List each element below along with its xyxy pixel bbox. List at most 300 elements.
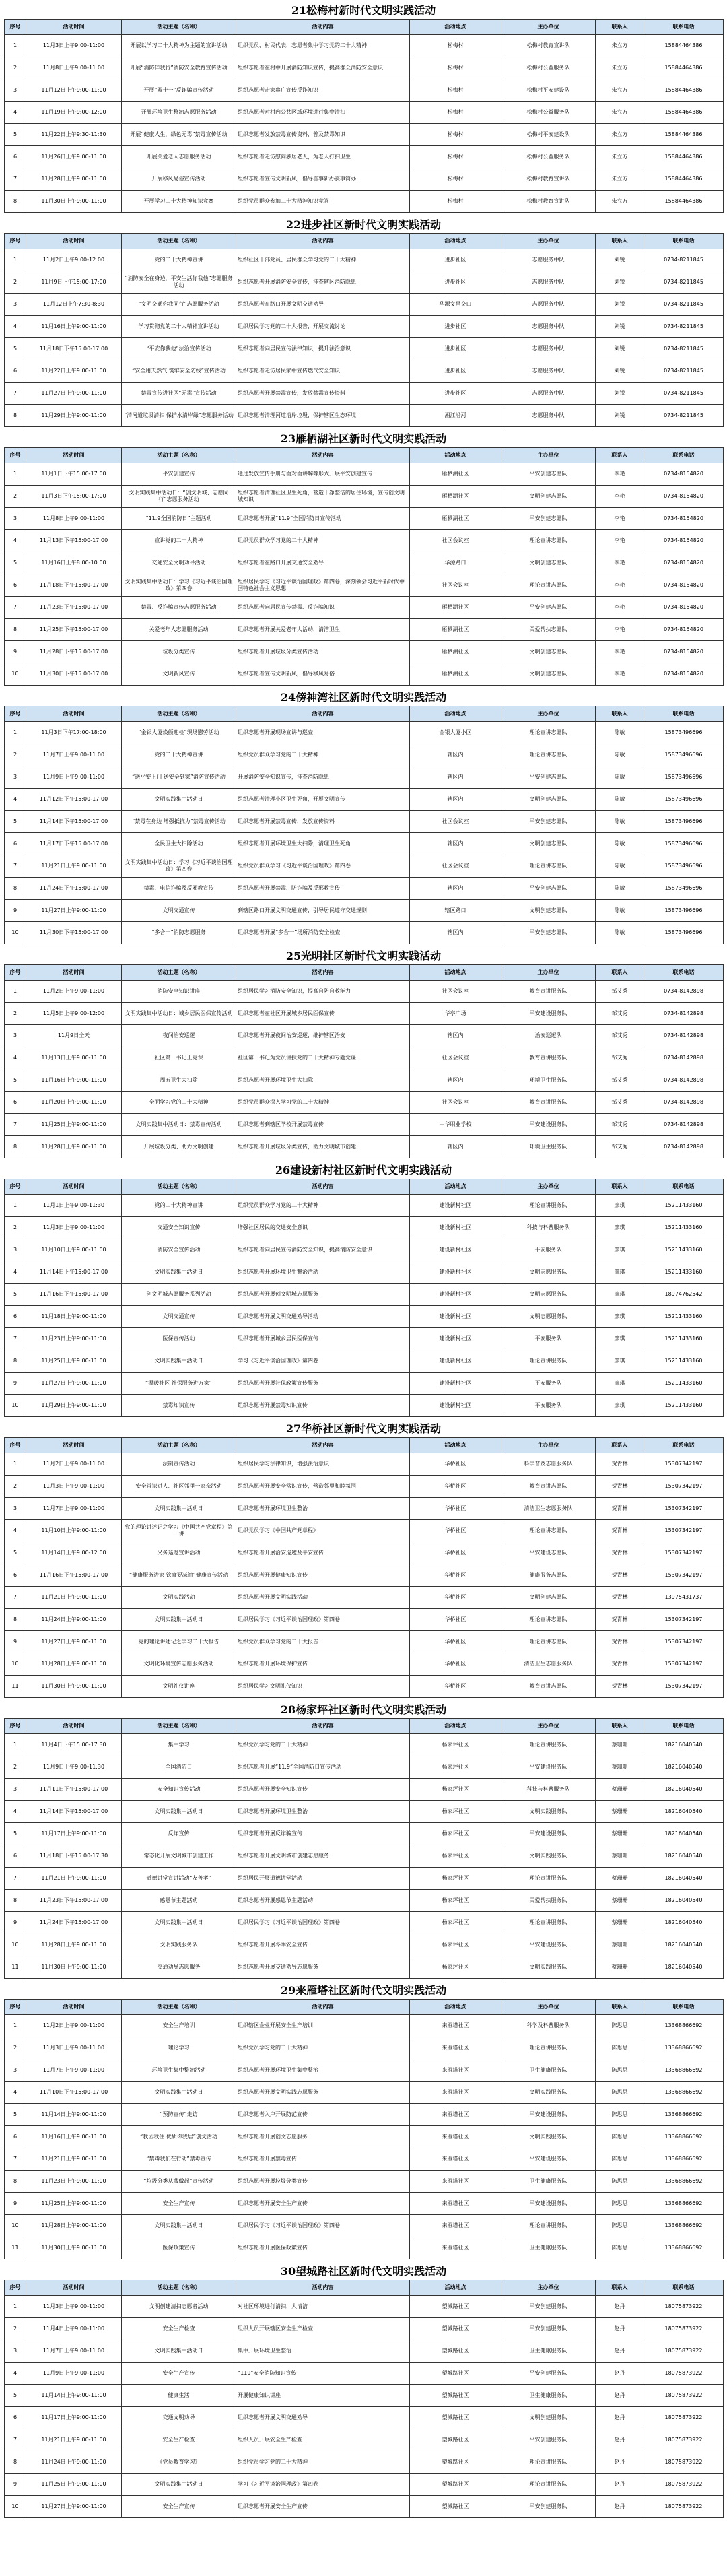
section-title: 22进步社区新时代文明实践活动	[285, 218, 442, 231]
cell-activity-location: 金银大厦小区	[410, 722, 501, 744]
table-header-row	[5, 2280, 724, 2296]
cell-contact-person: 贺青林	[596, 1587, 644, 1609]
cell-organizer: 平安建设志愿队	[501, 1542, 596, 1564]
cell-activity-time: 11月14日上午9:00-11:00	[26, 2385, 122, 2407]
table-row	[5, 1328, 724, 1350]
cell-activity-location: 辖区内	[410, 1025, 501, 1047]
cell-activity-time: 11月30日上午9:00-11:00	[26, 1676, 122, 1698]
table-row	[5, 574, 724, 597]
cell-contact-person: 陈思思	[596, 2015, 644, 2037]
cell-contact-phone: 15307342197	[644, 1609, 724, 1631]
cell-activity-time: 11月23日上午9:00-11:00	[26, 2171, 122, 2193]
cell-activity-time: 11月24日上午9:00-11:00	[26, 1609, 122, 1631]
cell-row-index: 7	[5, 1114, 26, 1136]
cell-row-index: 8	[5, 1350, 26, 1373]
cell-activity-time: 11月2日上午9:00-11:00	[26, 981, 122, 1003]
cell-activity-content: 组织志愿者开展交通劝导志愿服务	[236, 1956, 410, 1979]
cell-activity-content: 组织志愿者开展禁毒、防诈骗及反邪教宣传	[236, 878, 410, 900]
table-row	[5, 316, 724, 338]
cell-activity-theme: “安全用天然气 筑牢安全防线”宣传活动	[122, 360, 236, 383]
column-header-organizer: 主办单位	[501, 706, 596, 722]
column-header-contact-person: 联系人	[596, 2280, 644, 2296]
cell-contact-person: 赵丹	[596, 2429, 644, 2451]
cell-activity-location: 松梅村	[410, 146, 501, 168]
cell-organizer: 卫生健康服务队	[501, 2171, 596, 2193]
cell-activity-location: 建设新村社区	[410, 1373, 501, 1395]
cell-activity-time: 11月24日下午15:00-17:00	[26, 878, 122, 900]
cell-contact-person: 贺青林	[596, 1476, 644, 1498]
cell-activity-time: 11月21日上午9:00-11:00	[26, 1868, 122, 1890]
table-row	[5, 338, 724, 360]
table-row	[5, 168, 724, 191]
activity-table	[4, 1718, 724, 1979]
cell-activity-content: 组织志愿者在村中开展消防知识宣传，提高群众消防安全意识	[236, 57, 410, 79]
cell-contact-person: 邹艾秀	[596, 1092, 644, 1114]
cell-row-index: 4	[5, 1047, 26, 1069]
cell-contact-phone: 15307342197	[644, 1520, 724, 1542]
table-row	[5, 811, 724, 833]
cell-contact-phone: 18216040540	[644, 1934, 724, 1956]
table-row	[5, 405, 724, 427]
column-header-activity-time: 活动时间	[26, 1719, 122, 1734]
cell-row-index: 5	[5, 338, 26, 360]
column-header-activity-content: 活动内容	[236, 965, 410, 981]
cell-activity-theme: 交通安全文明劝导活动	[122, 552, 236, 574]
cell-activity-theme: 开展以学习二十大精神为主题的宣讲活动	[122, 35, 236, 57]
section-title: 28杨家坪社区新时代文明实践活动	[280, 1703, 447, 1716]
cell-contact-person: 廖琪	[596, 1195, 644, 1217]
column-header-organizer: 主办单位	[501, 2000, 596, 2015]
cell-organizer: 文明实践服务队	[501, 2082, 596, 2104]
cell-activity-time: 11月13日下午15:00-17:00	[26, 530, 122, 552]
cell-row-index: 7	[5, 383, 26, 405]
cell-contact-person: 贺青林	[596, 1631, 644, 1653]
cell-row-index: 2	[5, 1217, 26, 1239]
cell-activity-time: 11月25日下午15:00-17:00	[26, 619, 122, 641]
cell-organizer: 卫生健康服务队	[501, 2237, 596, 2259]
cell-row-index: 1	[5, 2015, 26, 2037]
cell-organizer: 文明实践服务队	[501, 1845, 596, 1868]
column-header-organizer: 主办单位	[501, 448, 596, 463]
cell-organizer: 文明志愿服务队	[501, 1306, 596, 1328]
cell-activity-theme: 医保宣传活动	[122, 1328, 236, 1350]
cell-activity-location: 望城路社区	[410, 2407, 501, 2429]
cell-row-index: 3	[5, 1498, 26, 1520]
cell-activity-time: 11月28日上午9:00-11:00	[26, 2215, 122, 2237]
cell-organizer: 平安建设服务队	[501, 2193, 596, 2215]
column-header-activity-location: 活动地点	[410, 706, 501, 722]
cell-contact-phone: 15211433160	[644, 1217, 724, 1239]
activity-table	[4, 1437, 724, 1698]
cell-contact-phone: 18216040540	[644, 1823, 724, 1845]
cell-contact-person: 朱立方	[596, 168, 644, 191]
cell-activity-location: 雁栖湖社区	[410, 619, 501, 641]
table-row	[5, 1631, 724, 1653]
cell-contact-person: 陈思思	[596, 2237, 644, 2259]
column-header-contact-phone: 联系电话	[644, 706, 724, 722]
cell-contact-phone: 15307342197	[644, 1453, 724, 1476]
table-row	[5, 1609, 724, 1631]
cell-activity-time: 11月5日上午9:00-12:00	[26, 1003, 122, 1025]
cell-activity-content: 组织志愿者清理河道沿岸垃圾，保护辖区生态环境	[236, 405, 410, 427]
cell-contact-phone: 0734-8211845	[644, 383, 724, 405]
cell-contact-phone: 0734-8154820	[644, 597, 724, 619]
cell-contact-person: 陈思思	[596, 2215, 644, 2237]
cell-row-index: 3	[5, 1025, 26, 1047]
cell-organizer: 松梅村平安建设队	[501, 124, 596, 146]
table-row	[5, 1195, 724, 1217]
cell-activity-time: 11月3日下午17:00-18:00	[26, 722, 122, 744]
column-header-organizer: 主办单位	[501, 234, 596, 249]
cell-row-index: 6	[5, 2126, 26, 2148]
cell-activity-time: 11月23日上午9:00-11:00	[26, 1328, 122, 1350]
table-row	[5, 2171, 724, 2193]
cell-activity-theme: 全民卫生大扫除活动	[122, 833, 236, 855]
cell-activity-theme: 文明交通宣传	[122, 1306, 236, 1328]
table-row	[5, 1395, 724, 1417]
cell-activity-content: 组织志愿者开展创文志愿服务	[236, 2126, 410, 2148]
cell-activity-time: 11月10日上午9:00-11:00	[26, 1520, 122, 1542]
cell-activity-time: 11月14日下午15:00-17:00	[26, 1801, 122, 1823]
cell-activity-theme: 文明实践集中活动日	[122, 1350, 236, 1373]
cell-row-index: 3	[5, 79, 26, 102]
cell-activity-time: 11月7日上午9:00-11:00	[26, 2059, 122, 2082]
cell-contact-person: 刘锐	[596, 338, 644, 360]
section-title: 21松梅村新时代文明实践活动	[291, 4, 436, 17]
cell-activity-content: 组织党员、村民代表，志愿者集中学习党的二十大精神	[236, 35, 410, 57]
cell-activity-theme: 夜间治安巡逻	[122, 1025, 236, 1047]
cell-contact-person: 蔡珊珊	[596, 1956, 644, 1979]
cell-activity-location: 辖区路口	[410, 900, 501, 922]
cell-organizer: 平安创建服务队	[501, 2296, 596, 2318]
table-row	[5, 2104, 724, 2126]
cell-activity-time: 11月12日下午15:00-17:00	[26, 789, 122, 811]
cell-row-index: 5	[5, 2385, 26, 2407]
cell-organizer: 平安建设服务队	[501, 1823, 596, 1845]
community-section	[4, 1162, 723, 1417]
cell-activity-theme: 党的二十大精神宣讲	[122, 744, 236, 766]
table-row	[5, 1676, 724, 1698]
cell-activity-time: 11月22日上午9:00-11:00	[26, 360, 122, 383]
table-row	[5, 124, 724, 146]
cell-organizer: 文明创建志愿队	[501, 486, 596, 508]
cell-activity-theme: “我园我住 优质你我居”创文活动	[122, 2126, 236, 2148]
activity-schedule-page	[4, 3, 723, 2518]
cell-activity-content: 到辖区路口开展文明交通宣传，引导居民遵守交通规则	[236, 900, 410, 922]
table-row	[5, 1453, 724, 1476]
cell-activity-content: 组织居民学习党的二十大报告，开展交流讨论	[236, 316, 410, 338]
cell-activity-time: 11月9日下午15:00-17:00	[26, 271, 122, 294]
section-title: 23雁栖湖社区新时代文明实践活动	[280, 432, 447, 445]
cell-activity-location: 杨家坪社区	[410, 1756, 501, 1779]
cell-contact-person: 赵丹	[596, 2496, 644, 2518]
cell-activity-content: 组织志愿者开展治安巡逻及平安宣传	[236, 1542, 410, 1564]
cell-row-index: 3	[5, 508, 26, 530]
community-section	[4, 1983, 723, 2259]
column-header-contact-phone: 联系电话	[644, 2280, 724, 2296]
cell-activity-content: 组织党员学习党的二十大精神	[236, 1734, 410, 1756]
cell-organizer: 理论宣讲服务队	[501, 2451, 596, 2474]
cell-contact-phone: 13368866692	[644, 2193, 724, 2215]
cell-contact-phone: 18216040540	[644, 1779, 724, 1801]
column-header-activity-time: 活动时间	[26, 448, 122, 463]
cell-activity-time: 11月16日上午8:00-10:00	[26, 552, 122, 574]
cell-contact-phone: 0734-8211845	[644, 338, 724, 360]
cell-row-index: 9	[5, 1373, 26, 1395]
cell-activity-theme: 创文明城志愿服务系列活动	[122, 1284, 236, 1306]
cell-activity-location: 杨家坪社区	[410, 1890, 501, 1912]
cell-contact-person: 廖琪	[596, 1328, 644, 1350]
cell-row-index: 1	[5, 722, 26, 744]
table-row	[5, 1912, 724, 1934]
cell-activity-time: 11月7日上午9:00-11:00	[26, 744, 122, 766]
cell-contact-person: 朱立方	[596, 124, 644, 146]
column-header-activity-time: 活动时间	[26, 2280, 122, 2296]
cell-activity-location: 雁栖湖社区	[410, 486, 501, 508]
cell-activity-theme: 《党员教育学习》	[122, 2451, 236, 2474]
cell-activity-theme: “禁毒在身边 增强抵抗力”禁毒宣传活动	[122, 811, 236, 833]
cell-contact-phone: 18216040540	[644, 1734, 724, 1756]
cell-row-index: 4	[5, 789, 26, 811]
cell-row-index: 3	[5, 2059, 26, 2082]
cell-activity-location: 来雁塔社区	[410, 2237, 501, 2259]
cell-row-index: 2	[5, 744, 26, 766]
cell-activity-location: 望城路社区	[410, 2296, 501, 2318]
cell-activity-time: 11月12日上午9:00-11:00	[26, 79, 122, 102]
cell-organizer: 志愿服务中队	[501, 405, 596, 427]
cell-organizer: 松梅村公益服务队	[501, 57, 596, 79]
cell-activity-content: 组织志愿者向居民宣传禁毒、反诈骗知识	[236, 597, 410, 619]
cell-contact-phone: 13368866692	[644, 2126, 724, 2148]
cell-activity-content: 组织志愿者开展安全生产宣传	[236, 2193, 410, 2215]
cell-contact-phone: 0734-8211845	[644, 316, 724, 338]
cell-activity-time: 11月27日上午9:00-11:00	[26, 900, 122, 922]
activity-table	[4, 2280, 724, 2518]
cell-contact-phone: 0734-8154820	[644, 552, 724, 574]
table-row	[5, 1092, 724, 1114]
cell-row-index: 5	[5, 811, 26, 833]
cell-activity-time: 11月18日下午15:00-17:00	[26, 574, 122, 597]
table-row	[5, 2296, 724, 2318]
cell-contact-person: 陈敏	[596, 855, 644, 878]
cell-contact-phone: 0734-8142898	[644, 1003, 724, 1025]
cell-activity-location: 来雁塔社区	[410, 2171, 501, 2193]
cell-contact-phone: 15873496696	[644, 766, 724, 789]
column-header-contact-phone: 联系电话	[644, 2000, 724, 2015]
cell-contact-person: 刘锐	[596, 383, 644, 405]
cell-activity-content: 组织志愿者入户开展防范宣传	[236, 2104, 410, 2126]
cell-row-index: 7	[5, 1587, 26, 1609]
cell-organizer: 平安创建志愿队	[501, 922, 596, 944]
cell-activity-time: 11月28日上午9:00-11:00	[26, 168, 122, 191]
cell-contact-person: 廖琪	[596, 1373, 644, 1395]
cell-contact-phone: 13368866692	[644, 2082, 724, 2104]
cell-row-index: 1	[5, 463, 26, 486]
cell-activity-location: 雁栖湖社区	[410, 508, 501, 530]
cell-organizer: 松梅村公益服务队	[501, 102, 596, 124]
cell-activity-content: 组织志愿者开展文明交通劝导活动	[236, 1306, 410, 1328]
cell-activity-theme: 全面学习党的二十大精神	[122, 1092, 236, 1114]
cell-activity-location: 杨家坪社区	[410, 1868, 501, 1890]
cell-organizer: 健康服务志愿队	[501, 1564, 596, 1587]
cell-activity-location: 杨家坪社区	[410, 1845, 501, 1868]
table-row	[5, 1350, 724, 1373]
column-header-contact-person: 联系人	[596, 965, 644, 981]
cell-activity-time: 11月3日上午9:00-11:00	[26, 35, 122, 57]
cell-activity-location: 来雁塔社区	[410, 2148, 501, 2171]
table-row	[5, 35, 724, 57]
community-section	[4, 1702, 723, 1979]
cell-organizer: 理论宣讲服务队	[501, 2215, 596, 2237]
cell-contact-phone: 18075873922	[644, 2407, 724, 2429]
cell-organizer: 志愿服务中队	[501, 338, 596, 360]
column-header-activity-content: 活动内容	[236, 234, 410, 249]
cell-organizer: 平安创建志愿队	[501, 766, 596, 789]
cell-contact-person: 贺青林	[596, 1542, 644, 1564]
cell-activity-location: 松梅村	[410, 102, 501, 124]
table-row	[5, 744, 724, 766]
cell-contact-phone: 0734-8154820	[644, 486, 724, 508]
cell-organizer: 平安服务队	[501, 1239, 596, 1261]
cell-contact-phone: 13368866692	[644, 2059, 724, 2082]
cell-activity-content: 组织志愿者开展创文明城志愿服务	[236, 1284, 410, 1306]
cell-organizer: 卫生健康服务队	[501, 2059, 596, 2082]
cell-row-index: 5	[5, 1069, 26, 1092]
column-header-activity-time: 活动时间	[26, 2000, 122, 2015]
cell-activity-theme: “禁毒我们在行动”禁毒宣传	[122, 2148, 236, 2171]
cell-contact-phone: 0734-8211845	[644, 405, 724, 427]
cell-contact-person: 邹艾秀	[596, 981, 644, 1003]
cell-row-index: 6	[5, 1564, 26, 1587]
cell-activity-theme: 交通文明劝导	[122, 2407, 236, 2429]
cell-activity-content: 组织志愿者开展垃圾分类宣传活动	[236, 641, 410, 663]
cell-activity-theme: 文明实践集中活动日：学习《习近平谈治国理政》第四卷	[122, 855, 236, 878]
cell-organizer: 志愿服务中队	[501, 383, 596, 405]
cell-contact-phone: 15211433160	[644, 1328, 724, 1350]
cell-contact-person: 蔡珊珊	[596, 1912, 644, 1934]
cell-contact-phone: 0734-8142898	[644, 1092, 724, 1114]
cell-contact-phone: 15873496696	[644, 789, 724, 811]
cell-contact-phone: 13368866692	[644, 2015, 724, 2037]
cell-activity-theme: 宣讲党的二十大精神	[122, 530, 236, 552]
cell-contact-person: 廖琪	[596, 1261, 644, 1284]
cell-contact-phone: 15307342197	[644, 1564, 724, 1587]
cell-activity-content: 组织志愿者向居民宣传消防安全知识，提高消防安全意识	[236, 1239, 410, 1261]
cell-activity-content: 组织居民学习法律知识，增强法治意识	[236, 1453, 410, 1476]
cell-activity-content: 组织志愿者在社区开展城乡居民医保宣传	[236, 1003, 410, 1025]
cell-activity-location: 雁栖湖社区	[410, 597, 501, 619]
cell-activity-location: 来雁塔社区	[410, 2015, 501, 2037]
column-header-activity-theme: 活动主题（名称）	[122, 234, 236, 249]
table-header-row	[5, 1719, 724, 1734]
table-row	[5, 1934, 724, 1956]
cell-row-index: 7	[5, 1328, 26, 1350]
cell-contact-person: 贺青林	[596, 1676, 644, 1698]
cell-contact-phone: 0734-8142898	[644, 1114, 724, 1136]
cell-activity-theme: 安全生产宣传	[122, 2363, 236, 2385]
cell-activity-theme: 文明实践集中活动日：禁毒宣传活动	[122, 1114, 236, 1136]
community-section	[4, 1421, 723, 1698]
cell-contact-phone: 0734-8142898	[644, 981, 724, 1003]
cell-activity-time: 11月21日上午9:00-11:00	[26, 2429, 122, 2451]
cell-activity-content: 组织党员学习党的二十大精神	[236, 2037, 410, 2059]
cell-contact-person: 赵丹	[596, 2407, 644, 2429]
cell-activity-time: 11月30日上午9:00-11:00	[26, 1956, 122, 1979]
cell-organizer: 志愿服务中队	[501, 316, 596, 338]
cell-activity-content: 组织志愿者宣传文明新风，倡导喜事新办丧事简办	[236, 168, 410, 191]
cell-row-index: 9	[5, 2474, 26, 2496]
table-row	[5, 1069, 724, 1092]
cell-activity-content: 组织志愿者开展环境保护宣传	[236, 1653, 410, 1676]
cell-organizer: 文明志愿服务队	[501, 1284, 596, 1306]
cell-activity-time: 11月19日上午9:00-12:00	[26, 102, 122, 124]
cell-contact-person: 陈思思	[596, 2037, 644, 2059]
table-row	[5, 2082, 724, 2104]
column-header-activity-location: 活动地点	[410, 1179, 501, 1195]
column-header-activity-theme: 活动主题（名称）	[122, 448, 236, 463]
table-row	[5, 833, 724, 855]
cell-activity-theme: 交通安全知识宣传	[122, 1217, 236, 1239]
column-header-activity-location: 活动地点	[410, 965, 501, 981]
cell-contact-phone: 15884464386	[644, 102, 724, 124]
cell-activity-theme: 文明实践集中活动日：城乡居民医保宣传活动	[122, 1003, 236, 1025]
cell-contact-phone: 15211433160	[644, 1306, 724, 1328]
cell-contact-person: 廖琪	[596, 1239, 644, 1261]
cell-activity-content: 组织志愿者开展环境卫生整治	[236, 1801, 410, 1823]
cell-row-index: 6	[5, 1845, 26, 1868]
cell-row-index: 3	[5, 2340, 26, 2363]
cell-activity-location: 华亭广场	[410, 1003, 501, 1025]
cell-contact-person: 陈敏	[596, 722, 644, 744]
cell-contact-person: 陈敏	[596, 789, 644, 811]
cell-organizer: 平安建设服务队	[501, 1756, 596, 1779]
community-section	[4, 3, 723, 213]
column-header-row-index: 序号	[5, 234, 26, 249]
table-row	[5, 463, 724, 486]
cell-row-index: 1	[5, 2296, 26, 2318]
cell-activity-content: 组织志愿者开展安全知识宣传	[236, 1779, 410, 1801]
cell-activity-location: 湘江沿河	[410, 405, 501, 427]
cell-contact-person: 陈敏	[596, 833, 644, 855]
cell-contact-person: 朱立方	[596, 79, 644, 102]
cell-activity-time: 11月25日上午9:00-11:00	[26, 2474, 122, 2496]
cell-organizer: 清洁卫生志愿服务队	[501, 1498, 596, 1520]
cell-activity-theme: “清河道垃圾清扫 保护水清岸绿”志愿服务活动	[122, 405, 236, 427]
cell-activity-time: 11月10日上午9:00-11:00	[26, 1239, 122, 1261]
cell-organizer: 教育宣讲志愿队	[501, 1676, 596, 1698]
cell-activity-theme: 禁毒、电信诈骗及反邪教宣传	[122, 878, 236, 900]
cell-row-index: 2	[5, 2318, 26, 2340]
table-row	[5, 508, 724, 530]
cell-activity-content: 组织志愿者对村内公共区域环境进行集中清扫	[236, 102, 410, 124]
cell-activity-location: 辖区内	[410, 766, 501, 789]
table-row	[5, 1136, 724, 1158]
cell-activity-location: 华桥社区	[410, 1676, 501, 1698]
cell-activity-time: 11月21日上午9:00-11:00	[26, 1587, 122, 1609]
cell-contact-phone: 13368866692	[644, 2215, 724, 2237]
cell-organizer: 平安创建志愿队	[501, 811, 596, 833]
table-row	[5, 1653, 724, 1676]
cell-contact-phone: 0734-8142898	[644, 1025, 724, 1047]
cell-activity-theme: 开展环境卫生整治志愿服务活动	[122, 102, 236, 124]
cell-organizer: 科技与科普服务队	[501, 1779, 596, 1801]
cell-activity-location: 松梅村	[410, 168, 501, 191]
cell-activity-theme: 健康生活	[122, 2385, 236, 2407]
cell-row-index: 8	[5, 619, 26, 641]
cell-activity-location: 望城路社区	[410, 2318, 501, 2340]
cell-row-index: 8	[5, 1890, 26, 1912]
cell-contact-person: 刘锐	[596, 294, 644, 316]
